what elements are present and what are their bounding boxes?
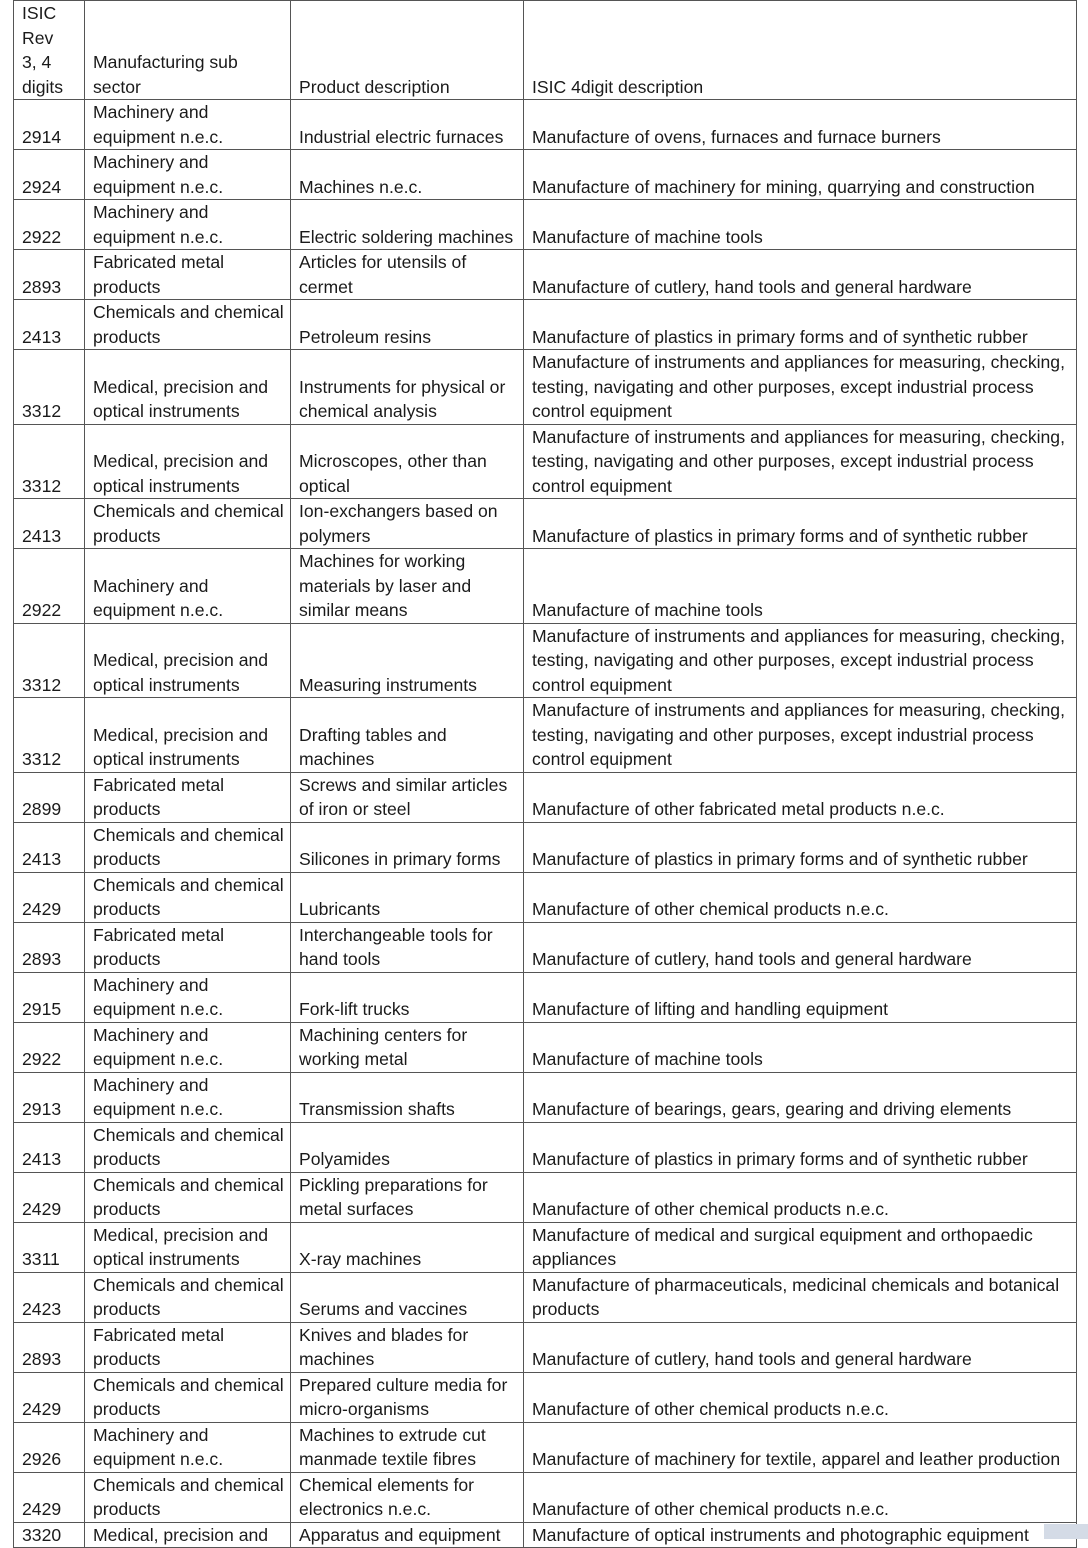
row-isic-code: 3312	[14, 698, 85, 773]
table-row	[14, 499, 1077, 549]
table-row	[14, 300, 1077, 350]
row-sub-sector: Fabricated metal products	[85, 922, 291, 972]
table-row	[14, 1072, 1077, 1122]
table-row	[14, 250, 1077, 300]
row-isic-code: 2429	[14, 872, 85, 922]
table-row	[14, 424, 1077, 499]
table-row	[14, 350, 1077, 425]
table-row	[14, 100, 1077, 150]
row-product-description: Silicones in primary forms	[291, 822, 524, 872]
row-product-description: Polyamides	[291, 1122, 524, 1172]
table-row	[14, 1372, 1077, 1422]
row-isic-code: 2922	[14, 200, 85, 250]
table-row	[14, 1122, 1077, 1172]
table-row	[14, 772, 1077, 822]
row-product-description: Interchangeable tools for hand tools	[291, 922, 524, 972]
table-row	[14, 1272, 1077, 1322]
row-sub-sector: Medical, precision and	[85, 1522, 291, 1548]
row-product-description: Machines to extrude cut manmade textile fibres	[291, 1422, 524, 1472]
row-product-description: Serums and vaccines	[291, 1272, 524, 1322]
row-product-description: Screws and similar articles of iron or steel	[291, 772, 524, 822]
row-isic-description: Manufacture of other chemical products n.e.c.	[524, 1172, 1077, 1222]
row-sub-sector: Machinery and equipment n.e.c.	[85, 549, 291, 624]
row-isic-description: Manufacture of machinery for mining, quarrying and construction	[524, 150, 1077, 200]
row-sub-sector: Fabricated metal products	[85, 250, 291, 300]
row-isic-code: 2893	[14, 1322, 85, 1372]
row-isic-description: Manufacture of cutlery, hand tools and general hardware	[524, 1322, 1077, 1372]
row-isic-description: Manufacture of bearings, gears, gearing and driving elements	[524, 1072, 1077, 1122]
row-isic-code: 2922	[14, 1022, 85, 1072]
row-isic-code: 2899	[14, 772, 85, 822]
isic-product-table	[13, 0, 1077, 1548]
table-row	[14, 922, 1077, 972]
row-isic-code: 2429	[14, 1472, 85, 1522]
row-isic-code: 3312	[14, 623, 85, 698]
row-isic-code: 2926	[14, 1422, 85, 1472]
scroll-indicator[interactable]	[1044, 1524, 1088, 1539]
row-isic-code: 2413	[14, 300, 85, 350]
row-isic-code: 3311	[14, 1222, 85, 1272]
row-isic-description: Manufacture of other chemical products n.e.c.	[524, 1472, 1077, 1522]
row-sub-sector: Medical, precision and optical instruments	[85, 698, 291, 773]
row-sub-sector: Medical, precision and optical instruments	[85, 350, 291, 425]
row-isic-description: Manufacture of machinery for textile, apparel and leather production	[524, 1422, 1077, 1472]
table-row	[14, 822, 1077, 872]
table-row	[14, 872, 1077, 922]
row-isic-description: Manufacture of other chemical products n.e.c.	[524, 872, 1077, 922]
row-product-description: Knives and blades for machines	[291, 1322, 524, 1372]
table-row	[14, 1222, 1077, 1272]
table-row	[14, 1472, 1077, 1522]
table-header-row	[14, 1, 1077, 100]
row-isic-code: 2423	[14, 1272, 85, 1322]
row-sub-sector: Machinery and equipment n.e.c.	[85, 150, 291, 200]
row-product-description: Measuring instruments	[291, 623, 524, 698]
row-sub-sector: Medical, precision and optical instruments	[85, 424, 291, 499]
row-sub-sector: Fabricated metal products	[85, 772, 291, 822]
row-sub-sector: Fabricated metal products	[85, 1322, 291, 1372]
row-isic-code: 2924	[14, 150, 85, 200]
header-isic-description: ISIC 4digit description	[524, 1, 1077, 100]
row-isic-code: 2413	[14, 822, 85, 872]
row-product-description: Pickling preparations for metal surfaces	[291, 1172, 524, 1222]
row-isic-code: 2922	[14, 549, 85, 624]
row-product-description: Petroleum resins	[291, 300, 524, 350]
row-isic-code: 2893	[14, 250, 85, 300]
row-product-description: Machines for working materials by laser and similar means	[291, 549, 524, 624]
row-isic-description: Manufacture of machine tools	[524, 1022, 1077, 1072]
row-isic-description: Manufacture of plastics in primary forms and of synthetic rubber	[524, 822, 1077, 872]
row-isic-code: 2915	[14, 972, 85, 1022]
row-isic-description: Manufacture of cutlery, hand tools and general hardware	[524, 922, 1077, 972]
row-product-description: Prepared culture media for micro-organisms	[291, 1372, 524, 1422]
table-row	[14, 200, 1077, 250]
row-product-description: Industrial electric furnaces	[291, 100, 524, 150]
row-sub-sector: Chemicals and chemical products	[85, 499, 291, 549]
table-row	[14, 1322, 1077, 1372]
row-isic-description: Manufacture of other fabricated metal products n.e.c.	[524, 772, 1077, 822]
row-isic-description: Manufacture of machine tools	[524, 200, 1077, 250]
row-isic-code: 2913	[14, 1072, 85, 1122]
table-row	[14, 623, 1077, 698]
table-row	[14, 549, 1077, 624]
row-sub-sector: Medical, precision and optical instruments	[85, 1222, 291, 1272]
row-isic-code: 2413	[14, 499, 85, 549]
row-product-description: Machines n.e.c.	[291, 150, 524, 200]
row-isic-description: Manufacture of instruments and appliances for measuring, checking, testing, navigating and other purposes, except industrial process control equipment	[524, 698, 1077, 773]
row-product-description: Lubricants	[291, 872, 524, 922]
row-isic-code: 2429	[14, 1372, 85, 1422]
row-product-description: X-ray machines	[291, 1222, 524, 1272]
row-isic-description: Manufacture of cutlery, hand tools and general hardware	[524, 250, 1077, 300]
row-product-description: Machining centers for working metal	[291, 1022, 524, 1072]
row-product-description: Drafting tables and machines	[291, 698, 524, 773]
row-isic-code: 2429	[14, 1172, 85, 1222]
row-isic-description: Manufacture of instruments and appliances for measuring, checking, testing, navigating and other purposes, except industrial process control equipment	[524, 424, 1077, 499]
row-isic-description: Manufacture of machine tools	[524, 549, 1077, 624]
row-sub-sector: Chemicals and chemical products	[85, 1272, 291, 1322]
row-isic-description: Manufacture of lifting and handling equipment	[524, 972, 1077, 1022]
row-sub-sector: Machinery and equipment n.e.c.	[85, 1422, 291, 1472]
table-row	[14, 150, 1077, 200]
row-isic-code: 2413	[14, 1122, 85, 1172]
row-isic-description: Manufacture of other chemical products n.e.c.	[524, 1372, 1077, 1422]
row-product-description: Microscopes, other than optical	[291, 424, 524, 499]
row-isic-code: 3312	[14, 424, 85, 499]
row-isic-description: Manufacture of pharmaceuticals, medicinal chemicals and botanical products	[524, 1272, 1077, 1322]
row-sub-sector: Medical, precision and optical instruments	[85, 623, 291, 698]
row-sub-sector: Machinery and equipment n.e.c.	[85, 972, 291, 1022]
row-isic-description: Manufacture of ovens, furnaces and furnace burners	[524, 100, 1077, 150]
row-sub-sector: Chemicals and chemical products	[85, 1472, 291, 1522]
row-product-description: Electric soldering machines	[291, 200, 524, 250]
row-sub-sector: Chemicals and chemical products	[85, 872, 291, 922]
table-row	[14, 698, 1077, 773]
row-isic-description: Manufacture of plastics in primary forms and of synthetic rubber	[524, 300, 1077, 350]
row-isic-code: 3312	[14, 350, 85, 425]
row-product-description: Fork-lift trucks	[291, 972, 524, 1022]
row-product-description: Transmission shafts	[291, 1072, 524, 1122]
row-sub-sector: Chemicals and chemical products	[85, 1122, 291, 1172]
table-row	[14, 972, 1077, 1022]
header-product-description: Product description	[291, 1, 524, 100]
row-product-description: Ion-exchangers based on polymers	[291, 499, 524, 549]
row-isic-description: Manufacture of plastics in primary forms and of synthetic rubber	[524, 499, 1077, 549]
row-sub-sector: Chemicals and chemical products	[85, 1172, 291, 1222]
row-product-description: Articles for utensils of cermet	[291, 250, 524, 300]
row-product-description: Apparatus and equipment	[291, 1522, 524, 1548]
row-isic-code: 2914	[14, 100, 85, 150]
row-sub-sector: Machinery and equipment n.e.c.	[85, 1022, 291, 1072]
header-isic-code: ISIC Rev 3, 4 digits	[14, 1, 85, 100]
row-isic-description: Manufacture of instruments and appliances for measuring, checking, testing, navigating and other purposes, except industrial process control equipment	[524, 350, 1077, 425]
row-sub-sector: Chemicals and chemical products	[85, 300, 291, 350]
header-sub-sector: Manufacturing sub sector	[85, 1, 291, 100]
row-isic-description: Manufacture of optical instruments and photographic equipment	[524, 1522, 1077, 1548]
row-isic-code: 2893	[14, 922, 85, 972]
row-isic-code: 3320	[14, 1522, 85, 1548]
table-row	[14, 1522, 1077, 1548]
row-sub-sector: Machinery and equipment n.e.c.	[85, 1072, 291, 1122]
row-sub-sector: Chemicals and chemical products	[85, 822, 291, 872]
table-row	[14, 1022, 1077, 1072]
row-product-description: Instruments for physical or chemical analysis	[291, 350, 524, 425]
row-product-description: Chemical elements for electronics n.e.c.	[291, 1472, 524, 1522]
row-isic-description: Manufacture of instruments and appliances for measuring, checking, testing, navigating and other purposes, except industrial process control equipment	[524, 623, 1077, 698]
row-sub-sector: Chemicals and chemical products	[85, 1372, 291, 1422]
table-row	[14, 1172, 1077, 1222]
row-sub-sector: Machinery and equipment n.e.c.	[85, 200, 291, 250]
table-row	[14, 1422, 1077, 1472]
row-isic-description: Manufacture of plastics in primary forms and of synthetic rubber	[524, 1122, 1077, 1172]
row-sub-sector: Machinery and equipment n.e.c.	[85, 100, 291, 150]
row-isic-description: Manufacture of medical and surgical equipment and orthopaedic appliances	[524, 1222, 1077, 1272]
